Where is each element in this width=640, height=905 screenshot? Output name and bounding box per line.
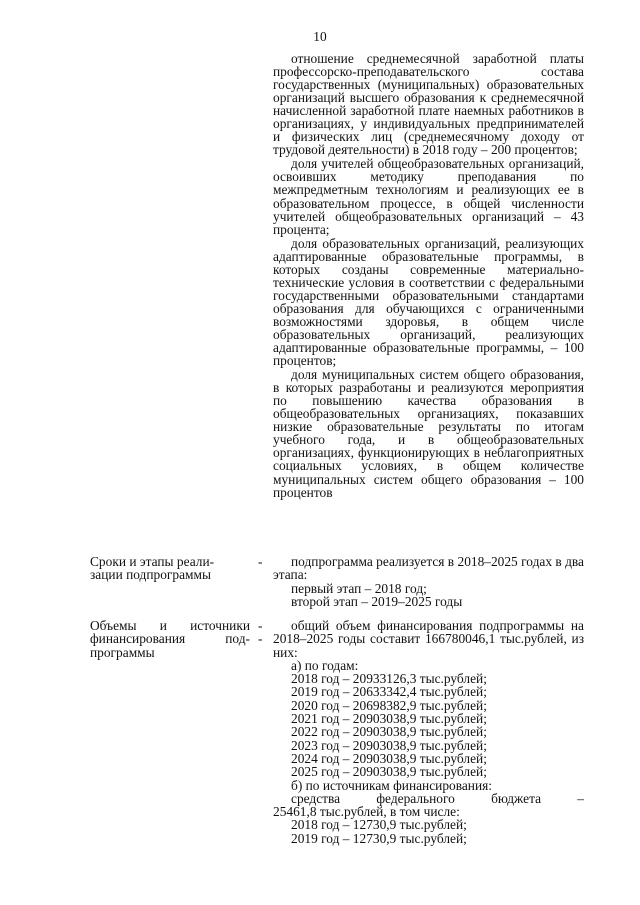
by-sources-heading: б) по источникам финансирования: — [291, 777, 493, 793]
federal-year-amount: 2019 год – 12730,9 тыс.рублей; — [291, 830, 467, 846]
year-amount: 2020 год – 20698382,9 тыс.рублей; — [291, 697, 487, 713]
federal-lead: средства федерального бюджета – — [291, 790, 584, 806]
federal-year-amount: 2018 год – 12730,9 тыс.рублей; — [291, 817, 467, 833]
targets-content — [273, 52, 584, 499]
target-paragraph: доля учителей общеобразовательных организаций, освоивших методику преподавания по межпредметным технологиям и реализующих ее в образовательном процессе, в общей численности учителей общеобразовательных организаций – 43 процента; — [273, 156, 584, 237]
funding-dash: - — [258, 631, 263, 646]
target-paragraph: доля муниципальных систем общего образования, в которых разработаны и реализуются мероприятия по повышению качества образования в общеобразовательных организациях, показавших низкие образовательные результаты по итогам учебного года, и в общеобразовательных организациях, функционирующих в неблагоприятных социальных условиях, в общем количестве муниципальных систем общего образования – 100 процентов — [273, 367, 584, 500]
terms-label-line: Сроки и этапы реали- — [90, 554, 215, 569]
funding-label-line: программы — [90, 644, 155, 660]
target-paragraph: отношение среднемесячной заработной платы профессорско-преподавательского состава государственных (муниципальных) образовательных организаций высшего образования к среднемесячной начисленной заработной плате наемных работников в организациях, у индивидуальных предпринимателей и физических лиц (среднемесячному доходу от трудовой деятельности) в 2018 году – 200 процентов; — [273, 51, 584, 158]
year-amount: 2018 год – 20933126,3 тыс.рублей; — [291, 671, 487, 687]
terms-dash: - — [258, 554, 263, 569]
terms-intro: подпрограмма реализуется в 2018–2025 годах в два этапа: — [273, 554, 584, 583]
funding-label-line: Объемы и источники — [90, 618, 250, 633]
page-number: 10 — [313, 29, 327, 44]
terms-label — [90, 555, 262, 582]
funding-label-line: финансирования под- — [90, 631, 250, 647]
stage-line: второй этап – 2019–2025 годы — [291, 593, 463, 609]
year-amount: 2023 год – 20903038,9 тыс.рублей; — [291, 737, 487, 753]
year-amount: 2025 год – 20903038,9 тыс.рублей; — [291, 764, 487, 780]
stage-line: первый этап – 2018 год; — [291, 580, 427, 596]
terms-content — [273, 555, 584, 608]
target-paragraph: доля образовательных организаций, реализующих адаптированные образовательные программы, в которых созданы современные материально-технические условия в соответствии с федеральными государственными образовательными стандартами образования для обучающихся с ограниченными возможностями здоровья, в общем числе образовательных организаций, реализующих адаптированные образовательные программы, – 100 процентов; — [273, 235, 584, 369]
year-amount: 2021 год – 20903038,9 тыс.рублей; — [291, 711, 487, 727]
federal-amount: 25461,8 тыс.рублей, в том числе: — [273, 804, 460, 820]
funding-content — [273, 619, 584, 845]
funding-dash: - — [258, 618, 263, 633]
funding-label — [90, 619, 262, 659]
year-amount: 2019 год – 20633342,4 тыс.рублей; — [291, 684, 487, 700]
year-amount: 2022 год – 20903038,9 тыс.рублей; — [291, 724, 487, 740]
funding-intro: общий объем финансирования подпрограммы на 2018–2025 годы составит 166780046,1 тыс.рублей, из них: — [273, 618, 584, 660]
terms-label-line: зации подпрограммы — [90, 567, 211, 583]
year-amount: 2024 год – 20903038,9 тыс.рублей; — [291, 750, 487, 766]
by-years-heading: а) по годам: — [291, 657, 359, 673]
